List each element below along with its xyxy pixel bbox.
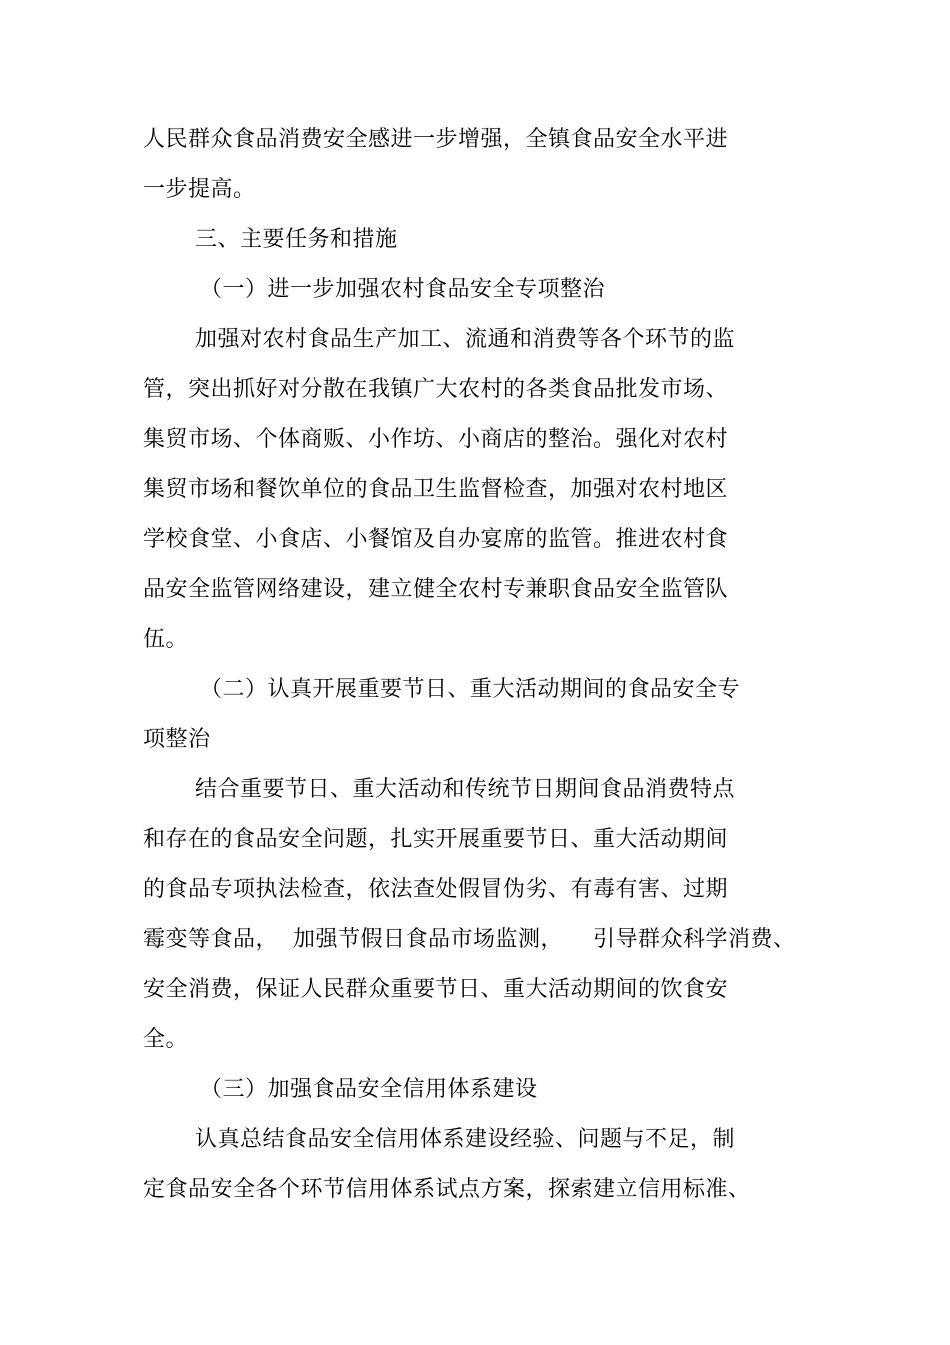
body-text-line: 霉变等食品， 加强节假日食品市场监测， 引导群众科学消费、 xyxy=(143,927,796,952)
body-text-line: 品安全监管网络建设，建立健全农村专兼职食品安全监管队 xyxy=(143,577,729,602)
subsection-heading-continued: 项整治 xyxy=(143,727,211,752)
body-text-line: 学校食堂、小食店、小餐馆及自办宴席的监管。推进农村食 xyxy=(143,527,729,552)
subsection-heading: （一）进一步加强农村食品安全专项整治 xyxy=(200,277,606,302)
subsection-heading: （三）加强食品安全信用体系建设 xyxy=(200,1077,538,1102)
body-text-line: 安全消费，保证人民群众重要节日、重大活动期间的饮食安 xyxy=(143,977,729,1002)
body-text-line: 结合重要节日、重大活动和传统节日期间食品消费特点 xyxy=(195,777,736,802)
body-text-line: 和存在的食品安全问题，扎实开展重要节日、重大活动期间 xyxy=(143,827,729,852)
body-text-line: 人民群众食品消费安全感进一步增强，全镇食品安全水平进 xyxy=(143,127,729,152)
body-text-line: 集贸市场和餐饮单位的食品卫生监督检查，加强对农村地区 xyxy=(143,477,729,502)
body-text-line: 管，突出抓好对分散在我镇广大农村的各类食品批发市场、 xyxy=(143,377,729,402)
body-text-line: 定食品安全各个环节信用体系试点方案，探索建立信用标准、 xyxy=(143,1177,751,1202)
section-heading: 三、主要任务和措施 xyxy=(195,227,398,252)
body-text-line: 认真总结食品安全信用体系建设经验、问题与不足，制 xyxy=(195,1127,736,1152)
body-text-line: 伍。 xyxy=(143,627,189,652)
subsection-heading: （二）认真开展重要节日、重大活动期间的食品安全专 xyxy=(200,677,741,702)
body-text-line: 全。 xyxy=(143,1027,189,1052)
body-text-line: 集贸市场、个体商贩、小作坊、小商店的整治。强化对农村 xyxy=(143,427,729,452)
body-text-line: 一步提高。 xyxy=(143,177,256,202)
body-text-line: 加强对农村食品生产加工、流通和消费等各个环节的监 xyxy=(195,327,736,352)
body-text-line: 的食品专项执法检查，依法查处假冒伪劣、有毒有害、过期 xyxy=(143,877,729,902)
